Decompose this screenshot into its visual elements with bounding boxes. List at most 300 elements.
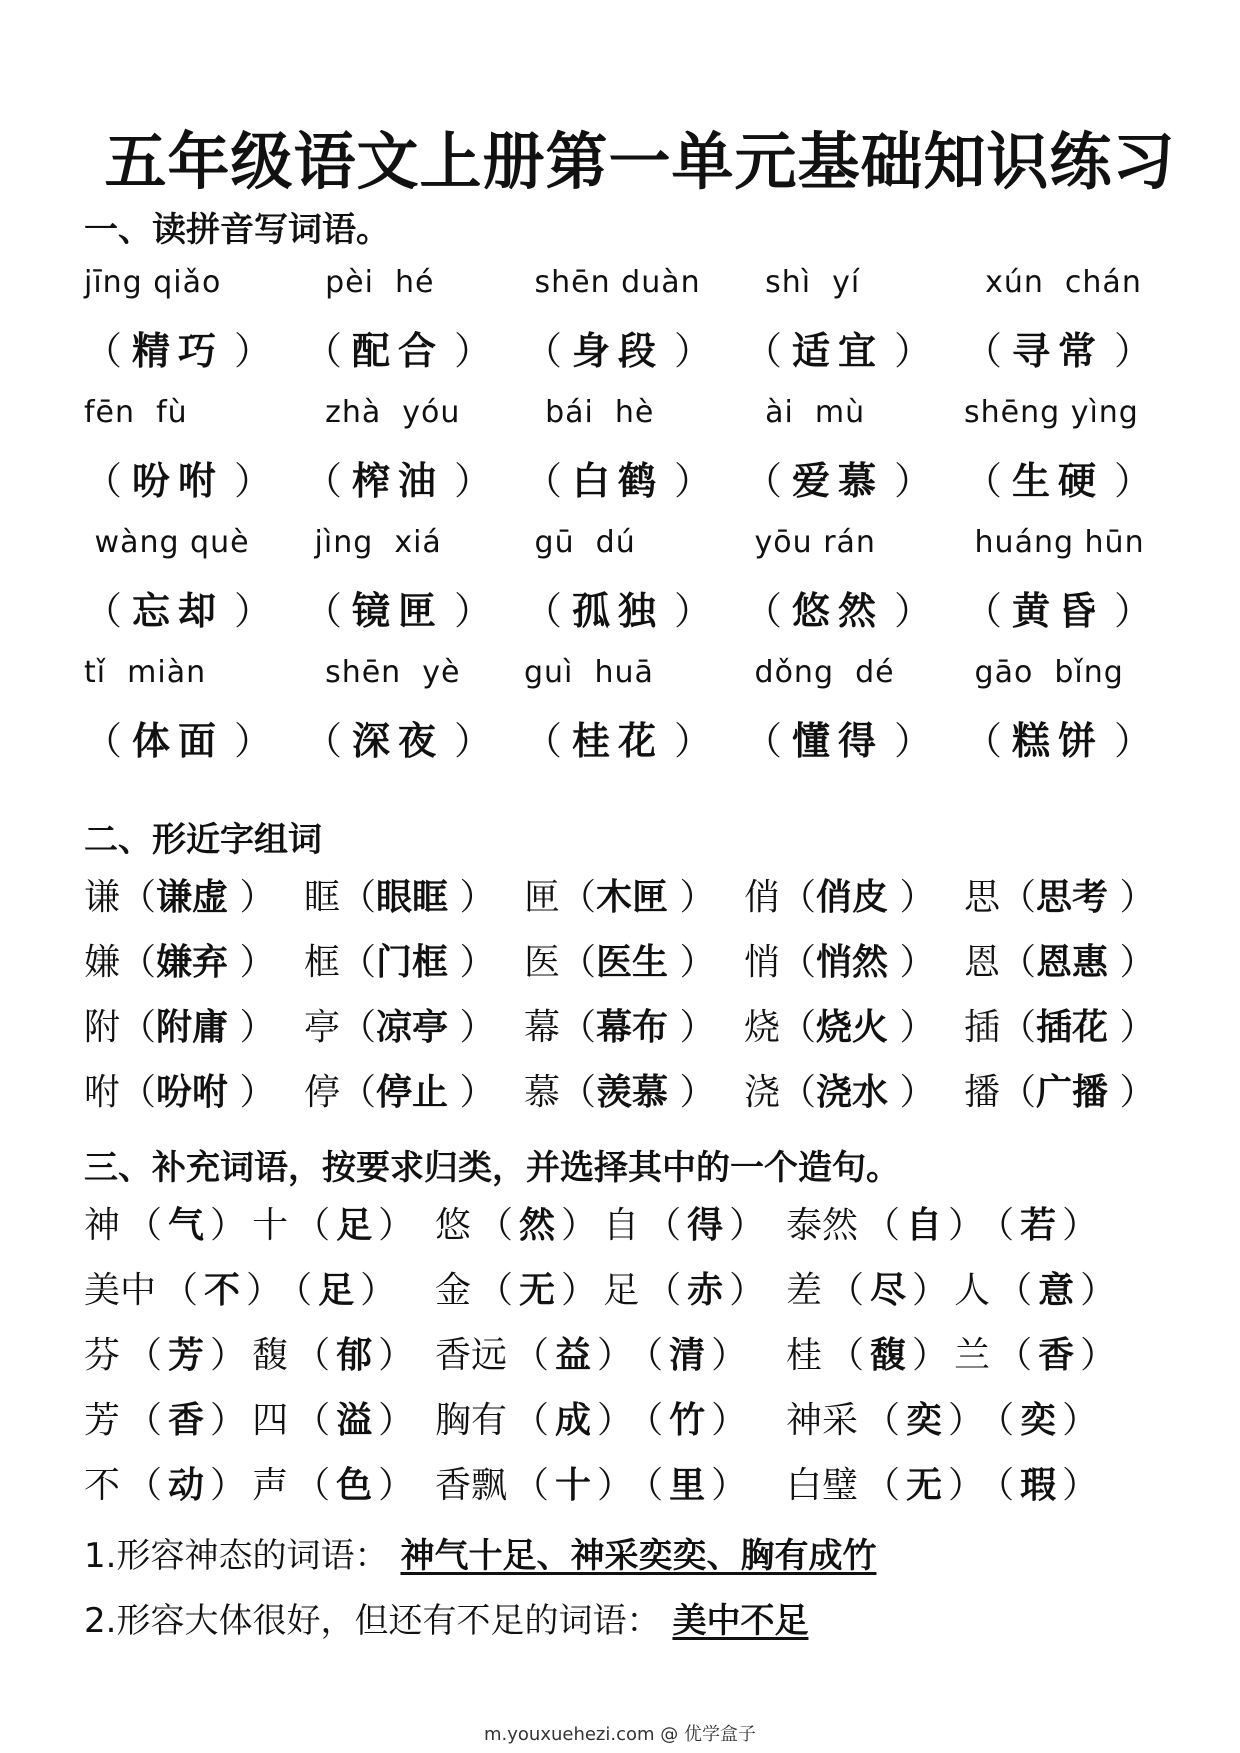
close-paren: ） (228, 942, 276, 983)
close-paren: ） (234, 329, 273, 373)
answer-word: 幕布 (596, 1007, 669, 1048)
close-paren: ） (948, 1205, 985, 1246)
answer-char: 动 (168, 1465, 205, 1506)
answer-char: 赤 (687, 1270, 724, 1311)
answer-word: 插花 (1036, 1007, 1109, 1048)
open-paren: （ (1000, 1072, 1037, 1113)
answer-char: 奕 (1020, 1400, 1057, 1441)
base-char: 亭 (304, 1007, 341, 1048)
idiom-text: 香飘 (435, 1465, 508, 1506)
close-paren: ） (1114, 589, 1153, 633)
open-paren: （ (560, 877, 597, 918)
answer-char: 无 (906, 1465, 943, 1506)
idiom-text: 十 (252, 1205, 289, 1246)
idioms-grid (84, 1190, 1184, 1515)
similar-char-item (744, 934, 964, 985)
answer-char: 色 (336, 1465, 373, 1506)
open-paren: （ (864, 1205, 901, 1246)
similar-chars-row (84, 927, 1184, 992)
question-1-answer: 神气十足、神采奕奕、胸有成竹 (400, 1536, 877, 1576)
idiom-text: 神采 (786, 1400, 859, 1441)
answer-char: 尽 (870, 1270, 907, 1311)
answer-char: 里 (669, 1465, 706, 1506)
close-paren: ） (234, 589, 273, 633)
close-paren: ） (894, 329, 933, 373)
answer-word: 凉亭 (376, 1007, 449, 1048)
base-char: 匣 (524, 877, 561, 918)
open-paren: （ (84, 719, 123, 763)
answer-word: 白鹤 (572, 459, 665, 503)
similar-chars-row (84, 1057, 1184, 1122)
answer-char: 十 (555, 1465, 592, 1506)
answer-char: 竹 (669, 1400, 706, 1441)
idiom-row (84, 1385, 1184, 1450)
similar-char-item (524, 869, 744, 920)
close-paren: ） (711, 1400, 748, 1441)
open-paren: （ (996, 1335, 1033, 1376)
answer-word: 精巧 (132, 329, 225, 373)
close-paren: ） (210, 1335, 247, 1376)
answer-word: 体面 (132, 719, 225, 763)
idiom-item (84, 1327, 435, 1378)
close-paren: ） (597, 1465, 634, 1506)
idiom-text: 胸有 (435, 1400, 508, 1441)
answer-word: 爱慕 (792, 459, 885, 503)
answer-word: 附庸 (156, 1007, 229, 1048)
answer-char: 成 (555, 1400, 592, 1441)
base-char: 插 (964, 1007, 1001, 1048)
answer-char: 然 (519, 1205, 556, 1246)
close-paren: ） (246, 1270, 283, 1311)
open-paren: （ (120, 1007, 157, 1048)
similar-char-item (304, 934, 524, 985)
answer-char: 不 (204, 1270, 241, 1311)
question-2-answer: 美中不足 (672, 1601, 809, 1641)
close-paren: ） (597, 1400, 634, 1441)
open-paren: （ (996, 1400, 1015, 1441)
answer-word: 吩咐 (132, 459, 225, 503)
answer-char: 益 (555, 1335, 592, 1376)
answer-word: 适宜 (792, 329, 885, 373)
answer-word: 寻常 (1012, 329, 1105, 373)
close-paren: ） (378, 1400, 415, 1441)
answer-word: 广播 (1036, 1072, 1109, 1113)
answer-char: 气 (168, 1205, 205, 1246)
close-paren: ） (454, 329, 493, 373)
answer-char: 溢 (336, 1400, 373, 1441)
close-paren: ） (448, 942, 496, 983)
idiom-item (786, 1392, 1137, 1443)
answer-char: 香 (1038, 1335, 1075, 1376)
close-paren: ） (210, 1400, 247, 1441)
pinyin-cell: shēn yè (304, 655, 461, 690)
open-paren: （ (645, 1205, 682, 1246)
open-paren: （ (340, 877, 377, 918)
open-paren: （ (864, 1400, 901, 1441)
base-char: 谦 (84, 877, 121, 918)
answer-char: 香 (168, 1400, 205, 1441)
open-paren: （ (304, 589, 343, 633)
answer-word: 俏皮 (816, 877, 889, 918)
close-paren: ） (668, 1007, 716, 1048)
pinyin-grid (84, 250, 1184, 770)
pinyin-cell: wàng què (84, 525, 250, 560)
open-paren: （ (84, 589, 123, 633)
idiom-text: 美中 (84, 1270, 157, 1311)
answer-word: 配合 (352, 329, 445, 373)
open-paren: （ (126, 1335, 163, 1376)
base-char: 浇 (744, 1072, 781, 1113)
answer-word: 桂花 (572, 719, 665, 763)
answer-word: 榨油 (352, 459, 445, 503)
pinyin-cell: gāo bǐng (964, 655, 1124, 690)
idiom-text: 人 (954, 1270, 991, 1311)
similar-char-item (524, 999, 744, 1050)
close-paren: ） (228, 877, 276, 918)
close-paren: ） (1108, 1072, 1156, 1113)
close-paren: ） (561, 1270, 598, 1311)
open-paren: （ (524, 719, 563, 763)
pinyin-cell: ài mù (744, 395, 866, 430)
answer-char: 足 (318, 1270, 355, 1311)
close-paren: ） (228, 1072, 276, 1113)
open-paren: （ (996, 1270, 1033, 1311)
base-char: 咐 (84, 1072, 121, 1113)
idiom-item (786, 1262, 1137, 1313)
open-paren: （ (120, 942, 157, 983)
idiom-text: 差 (786, 1270, 823, 1311)
open-paren: （ (780, 942, 817, 983)
answer-word: 恩惠 (1036, 942, 1109, 983)
pinyin-cell: xún chán (964, 265, 1142, 300)
idiom-text: 悠 (435, 1205, 472, 1246)
open-paren: （ (645, 1465, 664, 1506)
idiom-item (435, 1262, 786, 1313)
answer-word: 门框 (376, 942, 449, 983)
close-paren: ） (228, 1007, 276, 1048)
similar-char-item (304, 869, 524, 920)
close-paren: ） (1062, 1465, 1099, 1506)
close-paren: ） (668, 877, 716, 918)
pinyin-cell: guì huā (524, 655, 654, 690)
base-char: 幕 (524, 1007, 561, 1048)
close-paren: ） (448, 1072, 496, 1113)
word-cell (964, 450, 1184, 505)
open-paren: （ (744, 459, 783, 503)
open-paren: （ (477, 1205, 514, 1246)
answer-word: 思考 (1036, 877, 1109, 918)
open-paren: （ (294, 1335, 331, 1376)
close-paren: ） (378, 1205, 415, 1246)
idiom-item (435, 1457, 786, 1508)
open-paren: （ (744, 719, 783, 763)
open-paren: （ (513, 1335, 550, 1376)
word-row (84, 575, 1184, 640)
base-char: 俏 (744, 877, 781, 918)
idiom-row (84, 1255, 1184, 1320)
open-paren: （ (996, 1205, 1015, 1246)
base-char: 慕 (524, 1072, 561, 1113)
open-paren: （ (964, 589, 1003, 633)
word-cell (964, 710, 1184, 765)
answer-word: 忘却 (132, 589, 225, 633)
idiom-text: 不 (84, 1465, 121, 1506)
word-cell (524, 580, 744, 635)
idiom-text: 芬 (84, 1335, 121, 1376)
idiom-item (84, 1392, 435, 1443)
pinyin-cell: shēn duàn (524, 265, 701, 300)
answer-word: 深夜 (352, 719, 445, 763)
word-row (84, 445, 1184, 510)
open-paren: （ (744, 329, 783, 373)
open-paren: （ (126, 1400, 163, 1441)
answer-word: 嫌弃 (156, 942, 229, 983)
open-paren: （ (560, 1007, 597, 1048)
open-paren: （ (524, 589, 563, 633)
idiom-text: 馥 (252, 1335, 289, 1376)
idiom-item (84, 1197, 435, 1248)
word-cell (304, 450, 524, 505)
open-paren: （ (120, 877, 157, 918)
word-cell (84, 710, 304, 765)
base-char: 悄 (744, 942, 781, 983)
close-paren: ） (711, 1335, 748, 1376)
similar-char-item (84, 934, 304, 985)
open-paren: （ (294, 1205, 331, 1246)
open-paren: （ (1000, 1007, 1037, 1048)
word-cell (304, 580, 524, 635)
similar-char-item (84, 869, 304, 920)
pinyin-cell: gū dú (524, 525, 636, 560)
close-paren: ） (454, 589, 493, 633)
open-paren: （ (828, 1270, 865, 1311)
idiom-text: 桂 (786, 1335, 823, 1376)
answer-word: 停止 (376, 1072, 449, 1113)
idiom-item (435, 1392, 786, 1443)
base-char: 附 (84, 1007, 121, 1048)
idiom-text: 足 (603, 1270, 640, 1311)
idiom-row (84, 1320, 1184, 1385)
open-paren: （ (340, 1072, 377, 1113)
similar-char-item (964, 999, 1184, 1050)
close-paren: ） (912, 1270, 949, 1311)
question-1-label: 1.形容神态的词语： (84, 1536, 389, 1576)
answer-word: 眼眶 (376, 877, 449, 918)
answer-word: 糕饼 (1012, 719, 1105, 763)
page-title: 五年级语文上册第一单元基础知识练习 (104, 125, 1176, 198)
similar-char-item (84, 999, 304, 1050)
word-row (84, 315, 1184, 380)
open-paren: （ (294, 1400, 331, 1441)
pinyin-row (84, 640, 1184, 705)
close-paren: ） (668, 1072, 716, 1113)
open-paren: （ (780, 877, 817, 918)
word-cell (84, 320, 304, 375)
open-paren: （ (964, 459, 1003, 503)
close-paren: ） (360, 1270, 397, 1311)
answer-word: 烧火 (816, 1007, 889, 1048)
word-cell (84, 450, 304, 505)
pinyin-cell: pèi hé (304, 265, 435, 300)
idiom-text: 金 (435, 1270, 472, 1311)
open-paren: （ (126, 1205, 163, 1246)
answer-word: 黄昏 (1012, 589, 1105, 633)
similar-char-item (304, 1064, 524, 1115)
pinyin-cell: tǐ miàn (84, 655, 207, 690)
open-paren: （ (560, 942, 597, 983)
word-cell (744, 710, 964, 765)
close-paren: ） (948, 1465, 985, 1506)
open-paren: （ (524, 459, 563, 503)
word-cell (84, 580, 304, 635)
close-paren: ） (210, 1205, 247, 1246)
open-paren: （ (645, 1335, 664, 1376)
answer-word: 医生 (596, 942, 669, 983)
close-paren: ） (1114, 719, 1153, 763)
close-paren: ） (378, 1335, 415, 1376)
word-cell (524, 450, 744, 505)
answer-char: 若 (1020, 1205, 1057, 1246)
open-paren: （ (340, 942, 377, 983)
word-row (84, 705, 1184, 770)
word-cell (744, 450, 964, 505)
word-cell (524, 710, 744, 765)
close-paren: ） (674, 589, 713, 633)
similar-chars-row (84, 992, 1184, 1057)
close-paren: ） (674, 459, 713, 503)
answer-char: 芳 (168, 1335, 205, 1376)
word-cell (524, 320, 744, 375)
open-paren: （ (120, 1072, 157, 1113)
similar-chars-row (84, 862, 1184, 927)
pinyin-row (84, 510, 1184, 575)
close-paren: ） (912, 1335, 949, 1376)
pinyin-cell: bái hè (524, 395, 655, 430)
pinyin-cell: fēn fù (84, 395, 188, 430)
open-paren: （ (996, 1465, 1015, 1506)
close-paren: ） (448, 877, 496, 918)
idiom-text: 兰 (954, 1335, 991, 1376)
open-paren: （ (780, 1007, 817, 1048)
base-char: 眶 (304, 877, 341, 918)
open-paren: （ (780, 1072, 817, 1113)
answer-char: 奕 (906, 1400, 943, 1441)
close-paren: ） (210, 1465, 247, 1506)
answer-word: 谦虚 (156, 877, 229, 918)
answer-word: 羡慕 (596, 1072, 669, 1113)
idiom-text: 自 (603, 1205, 640, 1246)
pinyin-cell: zhà yóu (304, 395, 461, 430)
answer-word: 浇水 (816, 1072, 889, 1113)
idiom-item (786, 1457, 1137, 1508)
close-paren: ） (1080, 1335, 1117, 1376)
open-paren: （ (560, 1072, 597, 1113)
idiom-text: 声 (252, 1465, 289, 1506)
open-paren: （ (294, 1270, 313, 1311)
open-paren: （ (340, 1007, 377, 1048)
close-paren: ） (668, 942, 716, 983)
similar-char-item (744, 869, 964, 920)
base-char: 医 (524, 942, 561, 983)
close-paren: ） (1062, 1400, 1099, 1441)
close-paren: ） (711, 1465, 748, 1506)
answer-word: 懂得 (792, 719, 885, 763)
answer-char: 自 (906, 1205, 943, 1246)
word-cell (744, 580, 964, 635)
pinyin-cell: shēng yìng (964, 395, 1139, 430)
idiom-text: 泰然 (786, 1205, 859, 1246)
idiom-text: 四 (252, 1400, 289, 1441)
base-char: 框 (304, 942, 341, 983)
footer-watermark: m.youxuehezi.com @ 优学盒子 (483, 1724, 756, 1745)
similar-char-item (84, 1064, 304, 1115)
open-paren: （ (1000, 877, 1037, 918)
close-paren: ） (894, 589, 933, 633)
answer-word: 吩咐 (156, 1072, 229, 1113)
open-paren: （ (645, 1270, 682, 1311)
answer-char: 瑕 (1020, 1465, 1057, 1506)
pinyin-row (84, 380, 1184, 445)
similar-char-item (744, 999, 964, 1050)
answer-word: 悄然 (816, 942, 889, 983)
idiom-text: 香远 (435, 1335, 508, 1376)
close-paren: ） (454, 719, 493, 763)
base-char: 嫌 (84, 942, 121, 983)
open-paren: （ (84, 459, 123, 503)
word-cell (304, 710, 524, 765)
answer-char: 无 (519, 1270, 556, 1311)
open-paren: （ (828, 1335, 865, 1376)
close-paren: ） (894, 719, 933, 763)
open-paren: （ (744, 589, 783, 633)
similar-char-item (964, 934, 1184, 985)
pinyin-cell: dǒng dé (744, 655, 895, 690)
idiom-item (435, 1327, 786, 1378)
open-paren: （ (513, 1400, 550, 1441)
pinyin-cell: jīng qiǎo (84, 265, 222, 300)
open-paren: （ (964, 329, 1003, 373)
close-paren: ） (234, 719, 273, 763)
answer-char: 意 (1038, 1270, 1075, 1311)
idiom-text: 芳 (84, 1400, 121, 1441)
base-char: 停 (304, 1072, 341, 1113)
idiom-item (84, 1457, 435, 1508)
close-paren: ） (561, 1205, 598, 1246)
section3-heading: 三、补充词语，按要求归类，并选择其中的一个造句。 (84, 1148, 900, 1188)
close-paren: ） (1108, 877, 1156, 918)
answer-char: 郁 (336, 1335, 373, 1376)
idiom-text: 神 (84, 1205, 121, 1246)
idiom-item (786, 1327, 1137, 1378)
answer-char: 得 (687, 1205, 724, 1246)
open-paren: （ (513, 1465, 550, 1506)
close-paren: ） (234, 459, 273, 503)
open-paren: （ (477, 1270, 514, 1311)
idiom-row (84, 1450, 1184, 1515)
pinyin-row (84, 250, 1184, 315)
idiom-row (84, 1190, 1184, 1255)
word-cell (304, 320, 524, 375)
open-paren: （ (162, 1270, 199, 1311)
section1-heading: 一、读拼音写词语。 (84, 210, 390, 250)
pinyin-cell: jìng xiá (304, 525, 442, 560)
close-paren: ） (948, 1400, 985, 1441)
answer-word: 身段 (572, 329, 665, 373)
close-paren: ） (888, 942, 936, 983)
close-paren: ） (454, 459, 493, 503)
similar-char-item (524, 934, 744, 985)
open-paren: （ (84, 329, 123, 373)
